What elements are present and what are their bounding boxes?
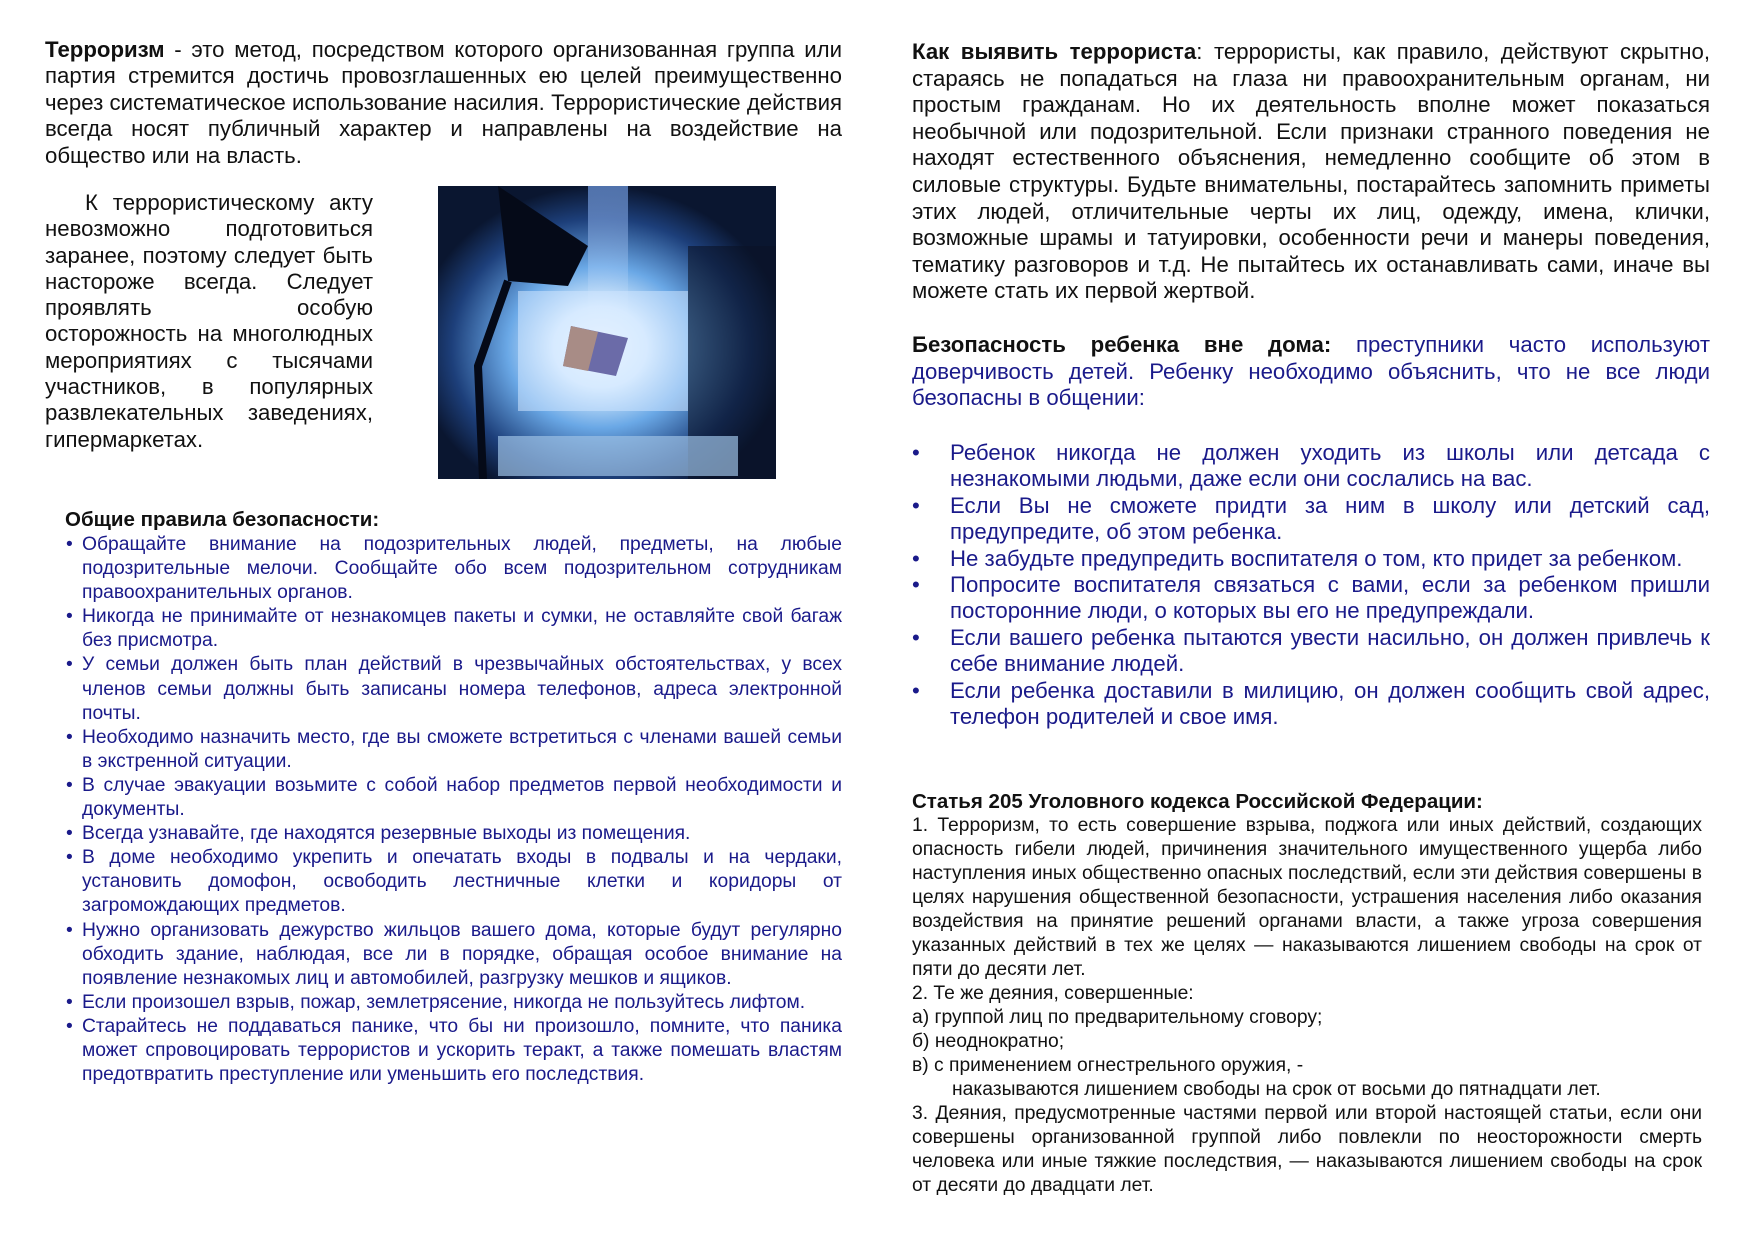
bullet-icon: • xyxy=(912,677,920,703)
list-item: • В доме необходимо укрепить и опечатать входы в подвалы и на чердаки, установить домофон, освободить лестничные клетки и коридоры от загромождающих предметов. xyxy=(66,847,842,917)
child-safety-heading: Безопасность ребенка вне дома: xyxy=(912,332,1332,357)
list-item: • Никогда не принимайте от незнакомцев пакеты и сумки, не оставляйте свой багаж без присмотра. xyxy=(66,606,842,652)
list-item: • Старайтесь не поддаваться панике, что бы ни произошло, помните, что паника может спровоцировать террористов и ускорить теракт, а также помешать властям предотвратить преступление или уменьшить его последствия. xyxy=(66,1015,842,1086)
bullet-icon: • xyxy=(66,847,73,869)
identify-heading: Как выявить террориста xyxy=(912,39,1197,64)
list-item: • Ребенок никогда не должен уходить из школы или детсада с незнакомыми людьми, даже если они сослались на вас. xyxy=(912,440,1710,492)
side-paragraph: К террористическому акту невозможно подготовиться заранее, поэтому следует быть настороже всегда. Следует проявлять особую осторожность на многолюдных мероприятиях с тысячами участников, в популярных развлекательных заведениях, гипермаркетах. xyxy=(45,190,373,452)
list-item: • Если произошел взрыв, пожар, землетрясение, никогда не пользуйтесь лифтом. xyxy=(65,991,842,1015)
bullet-icon: • xyxy=(66,726,73,748)
identify-text: : террористы, как правило, действуют скрытно, стараясь не попадаться на глаза ни правоохранительным органам, ни простым гражданам. Но их деятельность вполне может показаться необычной или подозрительной. Если признаки странного поведения не находят естественного объяснения, немедленно сообщите об этом в силовые структуры. Будьте внимательны, постарайтесь запомнить приметы этих людей, отличительные черты их лиц, одежду, имена, клички, возможные шрамы и татуировки, особенности речи и манеры поведения, тематику разговоров и т.д. Не пытайтесь их останавливать сами, иначе вы можете стать их первой жертвой. xyxy=(912,39,1711,304)
law-text xyxy=(912,814,1702,1198)
law-heading: Статья 205 Уголовного кодекса Российской Федерации: xyxy=(912,790,1483,813)
list-item: • Необходимо назначить место, где вы сможете встретиться с членами вашей семьи в экстренной ситуации. xyxy=(66,726,842,772)
photo-illustration xyxy=(438,186,776,479)
general-rules-heading: Общие правила безопасности: xyxy=(65,508,380,531)
child-safety-text: преступники часто используют доверчивость детей. Ребенку необходимо объяснить, что не все люди безопасны в общении: xyxy=(912,332,1710,411)
list-item: • Обращайте внимание на подозрительных людей, предметы, на любые подозрительные мелочи. Сообщайте обо всем подозрительном сотрудникам правоохранительных органов. xyxy=(66,534,842,604)
bullet-icon: • xyxy=(66,1015,73,1037)
bullet-icon: • xyxy=(66,774,73,796)
child-safety-paragraph xyxy=(912,332,1710,412)
bullet-icon: • xyxy=(66,606,73,628)
bullet-icon: • xyxy=(912,545,920,571)
bullet-icon: • xyxy=(912,440,920,465)
list-item: • Нужно организовать дежурство жильцов вашего дома, которые будут регулярно обходить здание, наблюдая, все ли в порядке, обращая особое внимание на появление незнакомых лиц и автомобилей, разгрузку мешков и ящиков. xyxy=(66,919,842,989)
bullet-icon: • xyxy=(66,919,73,941)
law-part-2-b: б) неоднократно; xyxy=(912,1031,1065,1052)
bullet-icon: • xyxy=(912,624,920,650)
law-part-3: 3. Деяния, предусмотренные частями первой или второй настоящей статьи, если они совершены организованной группой либо повлекли по неосторожности смерть человека или иные тяжкие последствия, — наказываются лишением свободы на срок от десяти до двадцати лет. xyxy=(912,1103,1702,1196)
bullet-icon: • xyxy=(66,823,73,845)
list-item: • В случае эвакуации возьмите с собой набор предметов первой необходимости и документы. xyxy=(66,774,842,821)
child-safety-list xyxy=(912,440,1710,730)
intro-text: - это метод, посредством которого организованная группа или партия стремится достичь провозглашенных ею целей преимущественно через систематическое использование насилия. Террористические действия всегда носят публичный характер и направлены на воздействие на общество или на власть. xyxy=(45,37,842,168)
list-item: • Если вашего ребенка пытаются увести насильно, он должен привлечь к себе внимание людей. xyxy=(912,624,1710,677)
explosion-photo xyxy=(438,186,776,479)
bullet-icon: • xyxy=(66,534,73,555)
law-part-2-c: в) с применением огнестрельного оружия, - xyxy=(912,1055,1304,1076)
law-part-2-penalty: наказываются лишением свободы на срок от восьми до пятнадцати лет. xyxy=(952,1079,1601,1100)
list-item: • Не забудьте предупредить воспитателя о том, кто придет за ребенком. xyxy=(912,545,1683,571)
list-item: • Попросите воспитателя связаться с вами, если за ребенком пришли посторонние люди, о которых вы его не предупреждали. xyxy=(912,572,1710,624)
intro-term: Терроризм xyxy=(45,37,165,62)
bullet-icon: • xyxy=(912,572,920,598)
list-item: • У семьи должен быть план действий в чрезвычайных обстоятельствах, у всех членов семьи должны быть записаны номера телефонов, адреса электронной почты. xyxy=(66,654,842,724)
general-rules-list xyxy=(65,533,842,1087)
bullet-icon: • xyxy=(66,991,73,1013)
list-item: • Если ребенка доставили в милицию, он должен сообщить свой адрес, телефон родителей и свое имя. xyxy=(912,677,1710,730)
bullet-icon: • xyxy=(912,492,920,518)
intro-paragraph xyxy=(45,37,842,169)
list-item: • Всегда узнавайте, где находятся резервные выходы из помещения. xyxy=(65,822,842,846)
law-part-1: 1. Терроризм, то есть совершение взрыва, поджога или иных действий, создающих опасность гибели людей, причинения значительного имущественного ущерба либо наступления иных общественно опасных последствий, если эти действия совершены в целях нарушения общественной безопасности, устрашения населения либо оказания воздействия на принятие решений органами власти, а также угроза совершения указанных действий в тех же целях — наказываются лишением свободы на срок от пяти до десяти лет. xyxy=(912,815,1702,980)
list-item: • Если Вы не сможете придти за ним в школу или детский сад, предупредите, об этом ребенка. xyxy=(912,492,1710,545)
identify-terrorist-paragraph xyxy=(912,39,1710,305)
bullet-icon: • xyxy=(66,654,73,676)
law-part-2-intro: 2. Те же деяния, совершенные: xyxy=(912,983,1194,1004)
law-part-2-a: а) группой лиц по предварительному сговору; xyxy=(912,1007,1323,1028)
